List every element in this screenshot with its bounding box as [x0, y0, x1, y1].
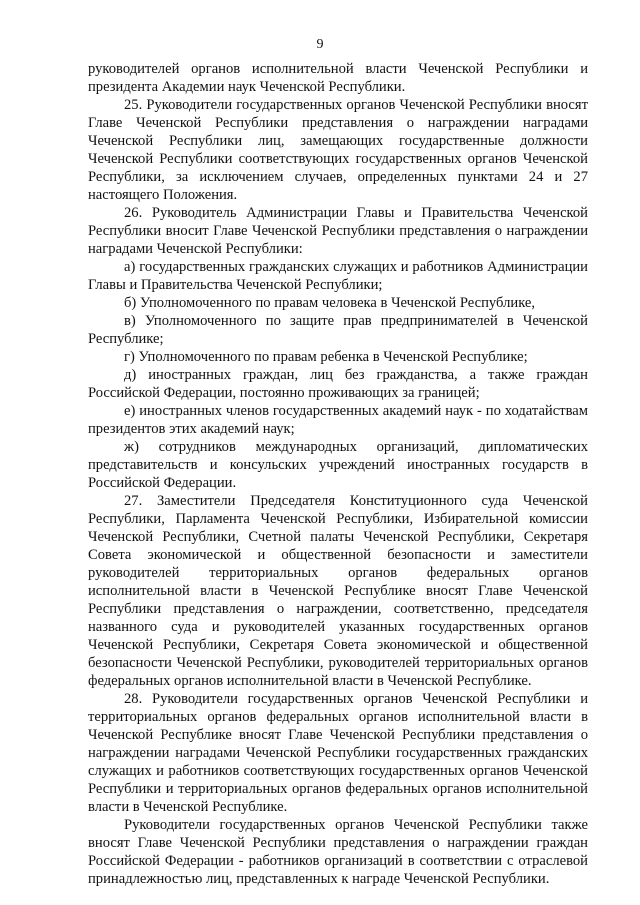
paragraph-item-26: 26. Руководитель Администрации Главы и Правительства Чеченской Республики вносит Главе Чеченской Республики представления о награждении наградами Чеченской Республики:	[88, 205, 588, 257]
paragraph-item-28: 28. Руководители государственных органов Чеченской Республики и территориальных органов федеральных органов исполнительной власти в Чеченской Республике вносят Главе Чеченской Республики представления о награждении наградами Чеченской Республики государственных гражданских служащих и работников соответствующих государственных органов Чеченской Республики и территориальных органов федеральных органов исполнительной власти в Чеченской Республике.	[88, 691, 588, 815]
document-body	[88, 60, 588, 888]
page-number: 9	[316, 37, 324, 52]
paragraph-continuation: руководителей органов исполнительной власти Чеченской Республики и президента Академии наук Чеченской Республики.	[88, 61, 588, 95]
subitem-zh: ж) сотрудников международных организаций, дипломатических представительств и консульских учреждений иностранных государств в Российской Федерации.	[88, 439, 588, 491]
subitem-b: б) Уполномоченного по правам человека в Чеченской Республике,	[124, 295, 536, 311]
subitem-e: е) иностранных членов государственных академий наук - по ходатайствам президентов этих академий наук;	[88, 403, 588, 437]
subitem-g: г) Уполномоченного по правам ребенка в Чеченской Республике;	[124, 349, 528, 365]
subitem-a: а) государственных гражданских служащих и работников Администрации Главы и Правительства Чеченской Республики;	[88, 259, 588, 293]
subitem-d: д) иностранных граждан, лиц без гражданства, а также граждан Российской Федерации, постоянно проживающих за границей;	[88, 367, 588, 401]
subitem-v: в) Уполномоченного по защите прав предпринимателей в Чеченской Республике;	[88, 313, 588, 347]
paragraph-final: Руководители государственных органов Чеченской Республики также вносят Главе Чеченской Республики представления о награждении граждан Российской Федерации - работников организаций в соответствии с отраслевой принадлежностью лиц, представленных к награде Чеченской Республики.	[88, 817, 588, 887]
paragraph-item-27: 27. Заместители Председателя Конституционного суда Чеченской Республики, Парламента Чеченской Республики, Избирательной комиссии Чеченской Республики, Счетной палаты Чеченской Республики, Секретаря Совета экономической и общественной безопасности и заместители руководителей территориальных органов федеральных органов исполнительной власти в Чеченской Республике вносят Главе Чеченской Республики представления о награждении, соответственно, председателя названного суда и руководителей указанных государственных органов Чеченской Республики, Секретаря Совета экономической и общественной безопасности Чеченской Республики, руководителей территориальных органов федеральных органов исполнительной власти в Чеченской Республике.	[88, 493, 588, 689]
paragraph-item-25: 25. Руководители государственных органов Чеченской Республики вносят Главе Чеченской Республики представления о награждении наградами Чеченской Республики лиц, замещающих государственные должности Чеченской Республики соответствующих государственных органов Чеченской Республики, за исключением случаев, определенных пунктами 24 и 27 настоящего Положения.	[88, 97, 588, 203]
